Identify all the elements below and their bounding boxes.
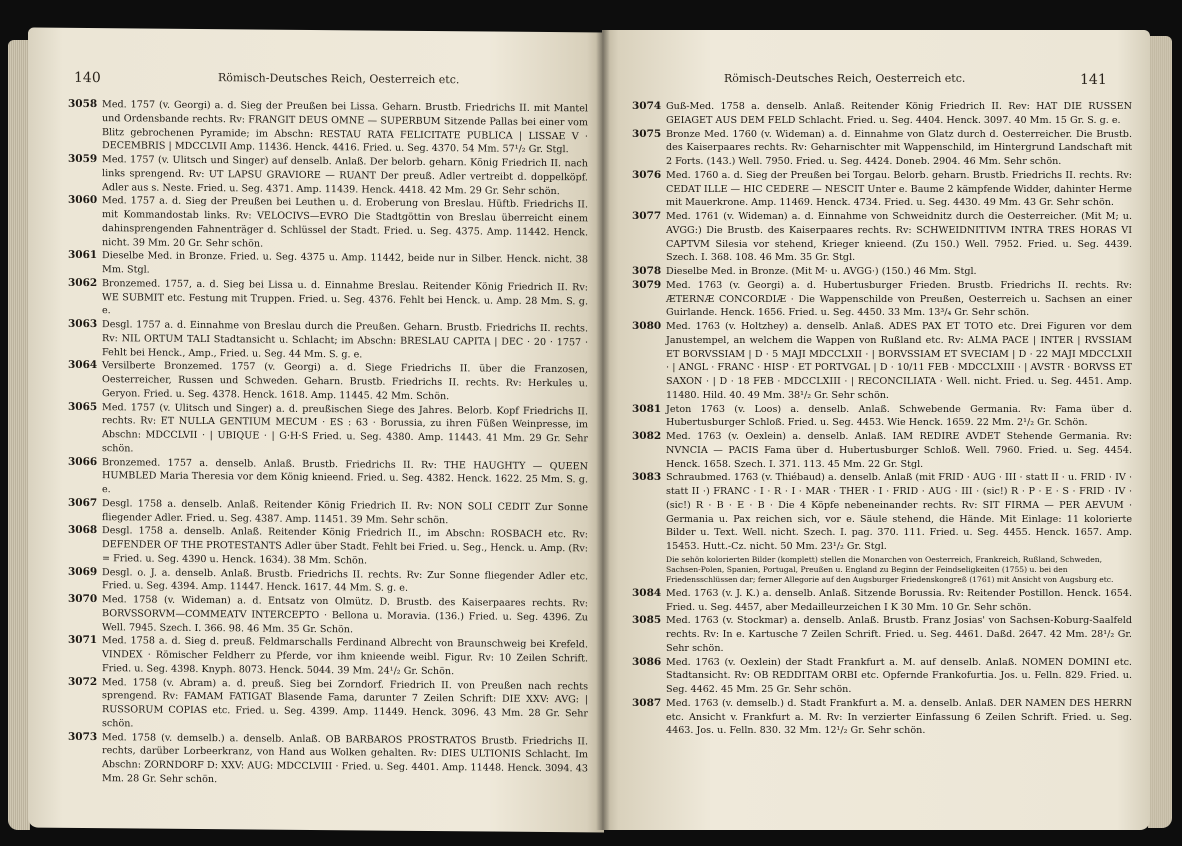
entry-text: Med. 1757 a. d. Sieg der Preußen bei Leuthen u. d. Eroberung von Breslau. Hüftb. Friedrichs II. mit Kommandostab links. Rv: VELOCIVS—EVRO Die Stadtgöttin von Breslau überreicht einem dahinsprengenden Fahnenträger d. Schlüssel der Stadt. Fried. u. Seg. 4375. Amp. 11442. Henck. nicht. 39 Mm. 20 Gr. Sehr schön. <box>102 195 588 250</box>
entry-text: Med. 1763 (v. Oexlein) der Stadt Frankfurt a. M. auf denselb. Anlaß. NOMEN DOMINI etc. Stadtansicht. Rv: OB REDDITAM ORBI etc. Opfernde Frankofurtia. Jos. u. Felln. 829. Fried. u. Seg. 4462. 45 Mm. 25 Gr. Sehr schön. <box>666 656 1132 695</box>
entry-number: 3078 <box>632 265 662 277</box>
entry-text: Med. 1763 (v. Holtzhey) a. denselb. Anlaß. ADES PAX ET TOTO etc. Drei Figuren vor dem Janustempel, an welchem die Wappen von Rußland etc. Rv: ALMA PACE | INTER | RVSSIAM ET BORVSSIAM | D · 5 MAJI MDCCLXII · | BORVSSIAM ET SVECIAM | D · 22 MAJI MDCCLXII · | ANGL · FRANC · HISP · ET PORTVGAL | D · 10/11 FEB · MDCCLXIII · | AVSTR · BORVSS ET SAXON · | D · 18 FEB · MDCCLXIII · | RECONCILIATA · Well. nicht. Fried. u. Seg. 4451. Amp. 11480. Hild. 40. 49 Mm. 38¹/₂ Gr. Sehr schön. <box>666 321 1132 401</box>
entry-number: 3064 <box>68 359 98 372</box>
left-page <box>28 27 604 832</box>
entry-text: Med. 1757 (v. Ulitsch und Singer) a. d. preußischen Siege des Jahres. Belorb. Kopf Friedrichs II. rechts. Rv: ET NULLA GENTIUM MECUM · ES : 63 · Borussia, zu ihren Füßen Weinpresse, im Abschn: MDCCLVII · | UBIQUE · | G·H·S Fried. u. Seg. 4380. Amp. 11443. 41 Mm. 29 Gr. Sehr schön. <box>102 401 588 455</box>
right-entries <box>632 100 1132 738</box>
entry-text: Med. 1758 a. d. Sieg d. preuß. Feldmarschalls Ferdinand Albrecht von Braunschweig bei Krefeld. VINDEX · Römischer Feldherr zu Pferde, vor ihm knieende weibl. Figur. Rv: 10 Zeilen Schrift. Fried. u. Seg. 4398. Knyph. 8073. Henck. 5044. 39 Mm. 24¹/₂ Gr. Schön. <box>102 635 588 677</box>
catalog-entry <box>632 471 1132 554</box>
entry-number: 3077 <box>632 210 662 222</box>
entry-text: Med. 1758 (v. demselb.) a. denselb. Anlaß. OB BARBAROS PROSTRATOS Brustb. Friedrichs II. rechts, darüber Lorbeerkranz, von Hand aus Wolken gehalten. Rv: DIES ULTIONIS Schlacht. Im Abschn: ZORNDORF D: XXV: AUG: MDCCLVIII · Fried. u. Seg. 4401. Amp. 11448. Henck. 3094. 43 Mm. 28 Gr. Sehr schön. <box>102 731 588 785</box>
entry-text: Jeton 1763 (v. Loos) a. denselb. Anlaß. Schwebende Germania. Rv: Fama über d. Hubertusburger Schloß. Fried. u. Seg. 4453. Wie Henck. 1659. 22 Mm. 2¹/₂ Gr. Schön. <box>666 403 1132 429</box>
entry-number: 3084 <box>632 586 662 599</box>
footnote: Die sehön kolorierten Bilder (komplett) stellen die Monarchen von Oesterreich, Frankreich, Rußland, Schweden, Sachsen-Polen, Spanien, Portugal, Preußen u. England zu Beginn der Feindseligkeiten (1755) u. bei den Friedensschlüssen dar; ferner Allegorie auf den Augsburger Friedenskongreß (1761) mit Ansicht von Augsburg etc. <box>666 554 1114 584</box>
page-edges-right <box>1148 36 1172 828</box>
catalog-entry <box>68 634 588 680</box>
entry-text: Desgl. 1758 a. denselb. Anlaß. Reitender König Friedrich II., im Abschn: ROSBACH etc. Rv: DEFENDER OF THE PROTESTANTS Adler über Stadt. Fehlt bei Fried. u. Seg., Henck. u. Amp. (Rv: = Fried. u. Seg. 4390 u. Henck. 1634). 38 Mm. Schön. <box>102 525 588 567</box>
entry-text: Med. 1760 a. d. Sieg der Preußen bei Torgau. Belorb. geharn. Brustb. Friedrichs II. rechts. Rv: CEDAT ILLE — HIC CEDERE — NESCIT Unter e. Baume 2 kämpfende Widder, dahinter Herme mit Mauerkrone. Amp. 11469. Henck. 4734. Fried. u. Seg. 4430. 49 Mm. 43 Gr. Sehr schön. <box>666 169 1132 209</box>
entry-text: Schraubmed. 1763 (v. Thiébaud) a. denselb. Anlaß (mit FRID · AUG · III · statt II · u. FRID · IV · statt II ·) FRANC · I · R · I · MAR · THER · I · FRID · AUG · III · (sic!) R · P · E · S · FRID · IV · (sic!) R · B · E · B · Die 4 Köpfe nebeneinander rechts. Rv: SIT FIRMA — PER AEVUM · Germania u. Pax reichen sich, vor e. Säule stehend, die Hände. Mit Einlage: 11 kolorierte Bilder u. Text. Well. nicht. Szech. I. pag. 370. 111. Fried. u. Seg. 4455. Henck. 1657. Amp. 15453. Hutt.-Cz. nicht. 50 Mm. 23¹/₂ Gr. Stgl. <box>666 472 1132 552</box>
catalog-entry <box>632 587 1132 615</box>
right-page <box>602 30 1150 830</box>
entry-number: 3058 <box>68 97 98 111</box>
catalog-entry <box>68 675 588 735</box>
entry-number: 3087 <box>632 696 662 709</box>
entry-number: 3070 <box>68 592 98 606</box>
catalog-entry <box>632 265 1132 279</box>
catalog-entry <box>632 320 1132 403</box>
entry-text: Med. 1758 (v. Abram) a. d. preuß. Sieg bei Zorndorf. Friedrich II. von Preußen nach rechts sprengend. Rv: FAMAM FATIGAT Blasende Fama, darunter 7 Zeilen Schrift: DIE XXV: AVG: | RUSSORUM COPIAS etc. Fried. u. Seg. 4399. Amp. 11449. Henck. 3096. 43 Mm. 28 Gr. Sehr schön. <box>102 676 588 730</box>
entry-number: 3061 <box>68 249 98 262</box>
catalog-entry <box>68 730 588 790</box>
catalog-entry <box>68 359 588 405</box>
entry-number: 3071 <box>68 634 98 647</box>
entry-text: Med. 1763 (v. Stockmar) a. denselb. Anlaß. Brustb. Franz Josias' von Sachsen-Koburg-Saalfeld rechts. Rv: In e. Kartusche 7 Zeilen Schrift. Fried. u. Seg. 4461. Daßd. 2647. 42 Mm. 28¹/₂ Gr. Sehr schön. <box>666 615 1132 654</box>
entry-number: 3080 <box>632 320 662 332</box>
book-gutter <box>596 30 610 830</box>
entry-text: Med. 1763 (v. Georgi) a. d. Hubertusburger Frieden. Brustb. Friedrichs II. rechts. Rv: ÆTERNÆ CONCORDIÆ · Die Wappenschilde von Preußen, Oesterreich u. Sachsen an einer Guirlande. Henck. 1656. Fried. u. Seg. 4450. 33 Mm. 13³/₄ Gr. Sehr schön. <box>666 279 1132 319</box>
entry-number: 3081 <box>632 402 662 415</box>
entry-number: 3083 <box>632 471 662 484</box>
entry-number: 3082 <box>632 430 662 442</box>
catalog-entry <box>68 98 588 158</box>
entry-number: 3076 <box>632 168 662 181</box>
right-page-number: 141 <box>1080 72 1107 88</box>
entry-number: 3085 <box>632 614 662 627</box>
entry-text: Bronze Med. 1760 (v. Wideman) a. d. Einnahme von Glatz durch d. Oesterreicher. Die Brustb. des Kaiserpaares rechts. Rv: Geharnischter mit Wappenschild, im Hintergrund Landschaft mit 2 Forts. (143.) Well. 7950. Fried. u. Seg. 4424. Doneb. 2904. 46 Mm. Sehr schön. <box>666 128 1132 167</box>
entry-number: 3073 <box>68 730 98 743</box>
entry-text: Med. 1763 (v. demselb.) d. Stadt Frankfurt a. M. a. denselb. Anlaß. DER NAMEN DES HERRN etc. Ansicht v. Frankfurt a. M. Rv: In verzierter Einfassung 6 Zeilen Schrift. Fried. u. Seg. 4463. Jos. u. Felln. 830. 32 Mm. 12¹/₂ Gr. Sehr schön. <box>666 697 1132 737</box>
catalog-entry <box>68 153 588 199</box>
entry-number: 3074 <box>632 100 662 112</box>
entry-number: 3065 <box>68 400 98 413</box>
entry-number: 3068 <box>68 524 98 537</box>
entry-text: Med. 1763 (v. Oexlein) a. denselb. Anlaß. IAM REDIRE AVDET Stehende Germania. Rv: NVNCIA — PACIS Fama über d. Hubertusburger Schloß. Well. 7960. Fried. u. Seg. 4454. Henck. 1658. Szech. I. 371. 113. 45 Mm. 22 Gr. Stgl. <box>666 431 1132 470</box>
catalog-entry <box>632 169 1132 210</box>
entry-text: Med. 1761 (v. Wideman) a. d. Einnahme von Schweidnitz durch die Oesterreicher. (Mit M; u. AVGG:) Die Brustb. des Kaiserpaares rechts. Rv: SCHWEIDNITIVM INTRA TRES HORAS VI CAPTVM Silesia vor stehend, Krieger knieend. (Zu 150.) Well. 7952. Fried. u. Seg. 4439. Szech. I. 368. 108. 46 Mm. 35 Gr. Stgl. <box>666 211 1132 264</box>
entry-text: Bronzemed. 1757, a. d. Sieg bei Lissa u. d. Einnahme Breslau. Reitender König Friedrich II. Rv: WE SUBMIT etc. Festung mit Truppen. Fried. u. Seg. 4376. Fehlt bei Henck. u. Amp. 28 Mm. S. g. e. <box>102 277 588 317</box>
entry-text: Dieselbe Med. in Bronze. (Mit M· u. AVGG·) (150.) 46 Mm. Stgl. <box>666 266 977 277</box>
entry-text: Med. 1758 (v. Wideman) a. d. Entsatz von Olmütz. D. Brustb. des Kaiserpaares rechts. Rv: BORVSSORVM—COMMEATV INTERCEPTO · Bellona u. Moravia. (136.) Fried. u. Seg. 4396. Zu Well. 7945. Szech. I. 366. 98. 46 Mm. 35 Gr. Schön. <box>102 594 588 635</box>
catalog-entry <box>632 614 1132 655</box>
left-entries <box>68 98 588 790</box>
entry-text: Med. 1757 (v. Ulitsch und Singer) auf denselb. Anlaß. Der belorb. geharn. König Friedrich II. nach links sprengend. Rv: UT LAPSU GRAVIORE — RUANT Der preuß. Adler vertreibt d. doppelköpf. Adler aus s. Neste. Fried. u. Seg. 4371. Amp. 11439. Henck. 4418. 42 Mm. 29 Gr. Sehr schön. <box>102 154 588 197</box>
entry-number: 3069 <box>68 565 98 578</box>
catalog-entry <box>632 656 1132 697</box>
entry-text: Med. 1763 (v. J. K.) a. denselb. Anlaß. Sitzende Borussia. Rv: Reitender Postillon. Henck. 1654. Fried. u. Seg. 4457, aber Medailleurzeichen I K 30 Mm. 10 Gr. Sehr schön. <box>666 587 1132 613</box>
entry-text: Med. 1757 (v. Georgi) a. d. Sieg der Preußen bei Lissa. Geharn. Brustb. Friedrichs II. mit Mantel und Ordensbande rechts. Rv: FRANGIT DEUS OMNE — SUPERBUM Sitzende Pallas bei einer vom Blitz gebrochenen Pyramide; im Abschn: RESTAU RATA FELICITATE PUBLICA | LISSAE V · DECEMBRIS | MDCCLVII Amp. 11436. Henck. 4416. Fried. u. Seg. 4370. 54 Mm. 57¹/₂ Gr. Stgl. <box>102 99 588 156</box>
entry-number: 3072 <box>68 675 98 688</box>
entry-text: Desgl. o. J. a. denselb. Anlaß. Brustb. Friedrichs II. rechts. Rv: Zur Sonne fliegender Adler etc. Fried. u. Seg. 4394. Amp. 11447. Henck. 1617. 44 Mm. S. g. e. <box>102 566 588 595</box>
entry-number: 3063 <box>68 317 98 331</box>
catalog-entry <box>632 697 1132 738</box>
catalog-entry <box>632 279 1132 320</box>
entry-number: 3060 <box>68 194 98 207</box>
entry-number: 3059 <box>68 152 98 166</box>
entry-text: Desgl. 1757 a. d. Einnahme von Breslau durch die Preußen. Geharn. Brustb. Friedrichs II. rechts. Rv: NIL ORTUM TALI Stadtansicht u. Schlacht; im Abschn: BRESLAU CAPITA | DEC · 20 · 1757 · Fehlt bei Henck., Amp., Fried. u. Seg. 44 Mm. S. g. e. <box>102 319 588 360</box>
entry-number: 3067 <box>68 496 98 509</box>
catalog-entry <box>632 100 1132 128</box>
catalog-entry <box>68 455 588 501</box>
catalog-entry <box>68 194 588 254</box>
catalog-entry <box>632 210 1132 265</box>
entry-number: 3066 <box>68 455 98 468</box>
right-running-title: Römisch-Deutsches Reich, Oesterreich etc. <box>724 72 966 85</box>
left-page-number: 140 <box>74 69 101 87</box>
page-edges-left <box>8 40 30 830</box>
entry-text: Desgl. 1758 a. denselb. Anlaß. Reitender König Friedrich II. Rv: NON SOLI CEDIT Zur Sonne fliegender Adler. Fried. u. Seg. 4387. Amp. 11451. 39 Mm. Sehr schön. <box>102 497 588 526</box>
entry-text: Bronzemed. 1757 a. denselb. Anlaß. Brustb. Friedrichs II. Rv: THE HAUGHTY — QUEEN HUMBLED Maria Theresia vor dem König knieend. Fried. u. Seg. 4382. Henck. 1622. 25 Mm. S. g. e. <box>102 456 588 496</box>
entry-number: 3086 <box>632 655 662 668</box>
catalog-entry <box>68 318 588 364</box>
entry-text: Guß-Med. 1758 a. denselb. Anlaß. Reitender König Friedrich II. Rev: HAT DIE RUSSEN GEIAGET AUS DEM FELD Schlacht. Fried. u. Seg. 4404. Henck. 3097. 40 Mm. 15 Gr. S. g. e. <box>666 101 1132 126</box>
catalog-entry <box>68 400 588 460</box>
entry-number: 3075 <box>632 127 662 140</box>
catalog-entry <box>632 403 1132 431</box>
catalog-entry <box>632 128 1132 169</box>
catalog-entry <box>632 430 1132 471</box>
entry-text: Dieselbe Med. in Bronze. Fried. u. Seg. 4375 u. Amp. 11442, beide nur in Silber. Henck. nicht. 38 Mm. Stgl. <box>102 250 588 276</box>
left-running-title: Römisch-Deutsches Reich, Oesterreich etc. <box>218 71 460 87</box>
entry-number: 3062 <box>68 276 98 289</box>
catalog-entry <box>68 593 588 639</box>
catalog-entry <box>68 277 588 323</box>
entry-number: 3079 <box>632 278 662 291</box>
entry-text: Versilberte Bronzemed. 1757 (v. Georgi) a. d. Siege Friedrichs II. über die Franzosen, Oesterreicher, Russen und Schweden. Geharn. Brustb. Friedrichs II. rechts. Rv: Herkules u. Geryon. Fried. u. Seg. 4378. Henck. 1618. Amp. 11445. 42 Mm. Schön. <box>102 360 588 402</box>
catalog-entry <box>68 524 588 570</box>
